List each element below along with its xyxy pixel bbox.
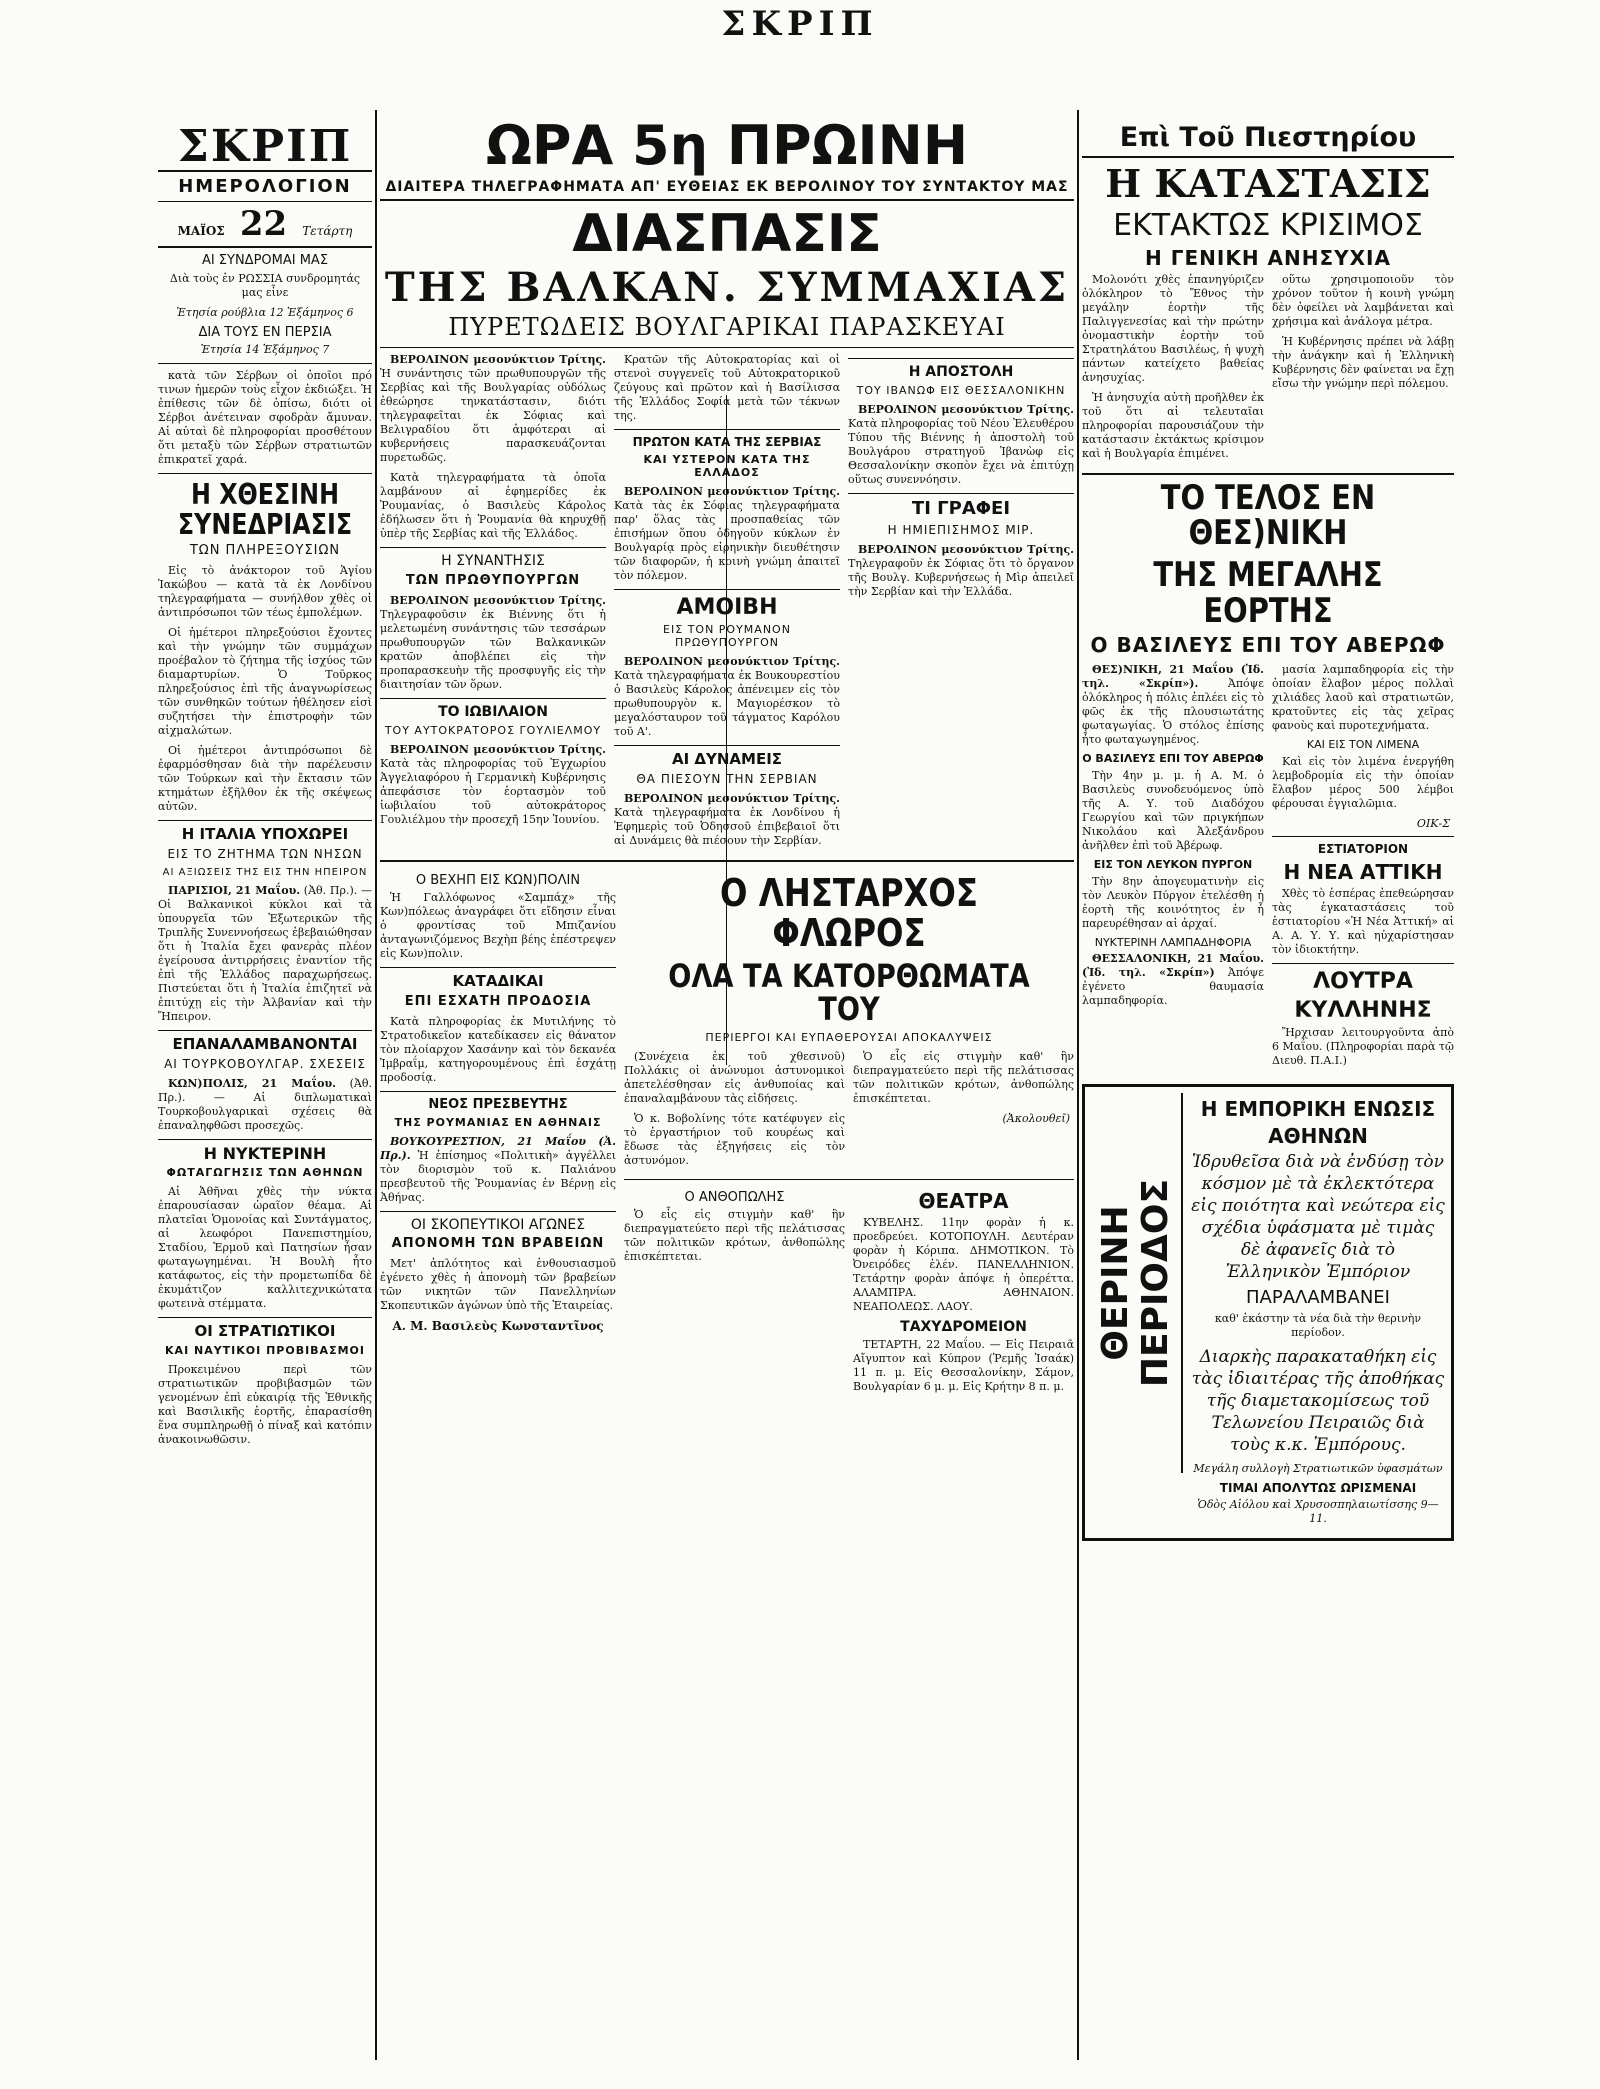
- mission-text: Κατὰ πληροφορίας τοῦ Νέου Ἐλευθέρου Τύπου τῆς Βιέννης ἡ ἀποστολὴ τοῦ Βουλγάρου στρατηγοῦ Ἰβανὼφ εἰς Θεσσαλονίκην σκοπὸν ἔχει νὰ ἐπιτύχῃ οὕτως συνεννόησιν.: [848, 416, 1074, 486]
- crisis-paragraph-3: οὕτω χρησιμοποιοῦν τὸν χρόνον τοῦτον ἡ κοινὴ γνώμη δὲν ὀφείλει νὰ λαμβάνεται καὶ χρήσιμα καὶ ἀνάλογα μέτρα.: [1272, 272, 1454, 328]
- scouts-signature: Α. Μ. Βασιλεὺς Κωνσταντῖνος: [392, 1319, 604, 1334]
- feast-text-2: μασία λαμπαδηφορία εἰς τὴν ὁποίαν ἔλαβον μέρος πολλαὶ χιλιάδες λαοῦ καὶ στρατιωτῶν, κρατοῦντες εἰς τὰς χεῖρας φανοὺς καὶ πυροτεχνήματα.: [1272, 663, 1454, 733]
- crisis-grid: [1082, 273, 1454, 467]
- ad-vertical-line-2: ΠΕΡΙΟΔΟΣ: [1135, 1178, 1176, 1387]
- floros-title-2: ΟΛΑ ΤΑ ΚΑΤΟΡΘΩΜΑΤΑ ΤΟΥ: [668, 956, 1030, 1029]
- vehip-title: Ο ΒΕΧΗΠ ΕΙΣ ΚΩΝ)ΠΟΛΙΝ: [415, 872, 581, 888]
- lead-dateline: ΒΕΡΟΛΙΝΟΝ μεσονύκτιον Τρίτης.: [390, 353, 606, 367]
- scouts-subtitle: ΑΠΟΝΟΜΗ ΤΩΝ ΒΡΑΒΕΙΩΝ: [391, 1236, 605, 1252]
- restaurant-text: Χθὲς τὸ ἑσπέρας ἐπεθεώρησαν τὰς ἐγκαταστάσεις τοῦ ἑστιατορίου «Ἡ Νέα Ἀττική» αἱ Α. Α. Υ. Υ. καὶ ηὐχαρίστησαν τὸν ἰδιοκτήτην.: [1272, 886, 1454, 956]
- advertisement: [1082, 1084, 1454, 1541]
- persia-rate: Ἑτησία 14 Ἑξάμηνος 7: [200, 343, 330, 357]
- envoy-dateline: ΒΟΥΚΟΥΡΕΣΤΙΟΝ, 21 Μαΐου (Ἀ. Πρ.).: [380, 1134, 616, 1162]
- king-title: Ο ΒΑΣΙΛΕΥΣ ΕΠΙ ΤΟΥ ΑΒΕΡΩΦ: [1082, 752, 1264, 766]
- center-column: [380, 118, 1074, 2048]
- mission-subtitle: ΤΟΥ ΙΒΑΝΩΦ ΕΙΣ ΘΕΣΣΑΛΟΝΙΚΗΝ: [856, 383, 1066, 397]
- center-bottom-grid: [624, 1185, 1074, 1401]
- masthead: ΣΚΡΙΠ: [158, 124, 372, 172]
- center-subcolumn-3: [848, 353, 1074, 853]
- ad-text-3: Διαρκὴς παρακαταθήκη εἰς τὰς ἰδιαιτέρας τῆς ἀποθήκας τῆς διαμετακομίσεως τοῦ Τελωνείου Πειραιῶς διὰ τοὺς κ.κ. Ἐμπόρους.: [1191, 1346, 1445, 1455]
- crisis-paragraph-2: Ἡ ἀνησυχία αὐτὴ προῆλθεν ἐκ τοῦ ὅτι αἱ τελευταῖαι πληροφορίαι παρουσιάζουν τὴν κατάστασιν ἐκτάκτως κρίσιμον καὶ ἡ Βουλγαρία ἐπιμένει.: [1082, 390, 1264, 460]
- italy-title: Η ΙΤΑΛΙΑ ΥΠΟΧΩΡΕΙ: [181, 825, 349, 844]
- right-column: [1082, 118, 1454, 2048]
- calendar-title: ΗΜΕΡΟΛΟΓΙΟΝ: [178, 176, 352, 198]
- floros-col-2: [853, 1050, 1074, 1174]
- mission-dateline: ΒΕΡΟΛΙΝΟΝ μεσονύκτιον Τρίτης.: [858, 402, 1074, 416]
- floros-paragraph-2: Ὁ κ. Βοβολίνης τότε κατέφυγεν εἰς τὸ ἐργαστήριον τοῦ κουρέως καὶ ἔδωσε τὰς ἐξηγήσεις εἰς τὸν ἀστυνόμον.: [624, 1111, 845, 1167]
- court-title: Επὶ Τοῦ Πιεστηρίου: [1082, 124, 1454, 158]
- tigrafei-subtitle: Η ΗΜΙΕΠΙΣΗΜΟΣ ΜΙΡ.: [887, 522, 1035, 537]
- session-title: Η ΧΘΕΣΙΝΗ ΣΥΝΕΔΡΙΑΣΙΣ: [177, 478, 353, 541]
- crisis-paragraph-1: Μολονότι χθὲς ἐπανηγύριζεν ὁλόκληρον τὸ Ἔθνος τὴν μεγάλην ἑορτὴν τῆς Παλιγγενεσίας καὶ τὴν πρώτην ὀνομαστικὴν ἑορτὴν τοῦ Στρατηλάτου Βασιλέως, ἡ ψυχὴ πάντων κατείχετο βαθείας ἀνησυχίας.: [1082, 272, 1264, 384]
- harbor-title: ΚΑΙ ΕΙΣ ΤΟΝ ΛΙΜΕΝΑ: [1306, 738, 1420, 752]
- column-rule-2: [1077, 110, 1079, 2060]
- baths-text: Ἤρχισαν λειτουργοῦντα ἀπὸ 6 Μαΐου. (Πληροφορίαι παρὰ τῷ Διευθ. Π.Α.Ι.): [1272, 1025, 1454, 1067]
- ad-body: [1191, 1093, 1445, 1532]
- reward-text: Κατὰ τηλεγραφήματα ἐκ Βουκουρεστίου ὁ Βασιλεὺς Κάρολος ἀπένειμεν εἰς τὸν πρωθυπουργὸν κ. Μαγιορέσκον τὸ μεγαλόσταυρον τοῦ τάγματος Καρόλου τοῦ Α'.: [614, 668, 840, 738]
- feast-subtitle: Ο ΒΑΣΙΛΕΥΣ ΕΠΙ ΤΟΥ ΑΒΕΡΩΦ: [1090, 633, 1446, 658]
- forces-text: Κατὰ τηλεγραφήματα ἐκ Λονδίνου ἡ Ἐφημερὶς τοῦ Ὀδησσοῦ ἐπιβεβαιοῖ ὅτι αἱ Δυνάμεις θὰ πιέσουν τὴν Σερβίαν.: [614, 805, 840, 847]
- running-head: ΣΚΡΙΠ: [721, 4, 879, 44]
- lead-title-2: ΤΗΣ ΒΑΛΚΑΝ. ΣΥΜΜΑΧΙΑΣ: [384, 264, 1070, 312]
- italy-text: (Ἀθ. Πρ.). — Οἱ Βαλκανικοὶ κύκλοι καὶ τὰ ὑπουργεῖα τῶν Ἐξωτερικῶν τῆς Τριπλῆς Συνεννοήσεως ἐβεβαιώθησαν ὅτι ἡ Ἰταλία ἔχει φανερὰς πλέον ἐγείρουσα ἀντιρρήσεις ἐναντίον τῆς ἐπὶ τῆς Ἑλλάδος παραχωρήσεως. Πιστεύεται ὅτι ἡ Ἰταλία ἐπιζητεῖ νὰ ἐπιτύχῃ εἰς τὴν Ἀλβανίαν καὶ τὴν Ἤπειρον.: [158, 883, 372, 1023]
- meeting-subtitle: ΤΩΝ ΠΡΩΘΥΠΟΥΡΓΩΝ: [405, 572, 581, 588]
- center-lower-grid: [380, 868, 1074, 1401]
- crisis-paragraph-4: Ἡ Κυβέρνησις πρέπει νὰ λάβῃ τὴν ἀνάγκην καὶ ἡ Ἑλληνικὴ Κυβέρνησις δὲν φαίνεται να ἔχῃ εἴσω τὴν γνώμην περὶ πόλεμου.: [1272, 334, 1454, 390]
- envoy-text: Ἡ ἐπίσημος «Πολιτικὴ» ἀγγέλλει τὸν διορισμὸν τοῦ κ. Παλιάνου πρεσβευτοῦ τῆς Ῥουμανίας ἐν Βέρνῃ εἰς Ἀθήνας.: [380, 1148, 617, 1204]
- floros-col-1: [624, 1050, 845, 1174]
- banner-subtitle: ΔΙΑΙΤΕΡΑ ΤΗΛΕΓΡΑΦΗΜΑΤΑ ΑΠ' ΕΥΘΕΙΑΣ ΕΚ ΒΕΡΟΛΙΝΟΥ ΤΟΥ ΣΥΝΤΑΚΤΟΥ ΜΑΣ: [380, 179, 1074, 201]
- feast-dateline: ΘΕΣ)ΝΙΚΗ, 21 Μαΐου (Ἰδ. τηλ. «Σκρίπ»).: [1082, 663, 1264, 691]
- crisis-title: Η ΚΑΤΑΣΤΑΣΙΣ: [1105, 161, 1431, 207]
- ad-vertical-text: [1096, 1179, 1176, 1387]
- center-lower-left: [380, 868, 616, 1401]
- relations-title: ΕΠΑΝΑΛΑΜΒΑΝΟΝΤΑΙ: [172, 1034, 358, 1053]
- military-text: Προκειμένου περὶ τῶν στρατιωτικῶν προβιβασμῶν τῶν γενομένων ἐπὶ εὐκαιρίᾳ τῆς Ἐθνικῆς καὶ Βασιλικῆς ἑορτῆς, ἐπαρασίσθη ἕνα συμπληρωθῇ ὁ πίναξ καὶ κατόπιν ἀνακοινωθῶσιν.: [158, 1363, 372, 1447]
- lead-paragraph-3: Κρατῶν τῆς Αὐτοκρατορίας καὶ οἱ στενοὶ συγγενεῖς τοῦ Αὐτοκρατορικοῦ ζεύγους καὶ πρῶτον καὶ ἡ Βασίλισσα τῆς Ἑλλάδος Σοφία μετὰ τῶν τέκνων της.: [614, 353, 840, 423]
- crisis-subtitle-2: Η ΓΕΝΙΚΗ ΑΝΗΣΥΧΙΑ: [1145, 245, 1391, 270]
- column-rule-1: [375, 110, 377, 2060]
- ad-city: ΑΘΗΝΩΝ: [1268, 1123, 1368, 1148]
- floros-title: Ο ΛΗΣΤΑΡΧΟΣ ΦΛΩΡΟΣ: [720, 870, 978, 955]
- lights-title: Η ΝΥΚΤΕΡΙΝΗ: [203, 1143, 327, 1163]
- tigrafei-dateline: ΒΕΡΟΛΙΝΟΝ μεσονύκτιον Τρίτης.: [858, 542, 1074, 556]
- crisis-subtitle-1: ΕΚΤΑΚΤΩΣ ΚΡΙΣΙΜΟΣ: [1113, 208, 1423, 244]
- forces-title: ΑΙ ΔΥΝΑΜΕΙΣ: [671, 749, 783, 768]
- mission-title: Η ΑΠΟΣΤΟΛΗ: [908, 364, 1014, 381]
- session-paragraph-1: Εἰς τὸ ἀνάκτορον τοῦ Ἁγίου Ἰακώβου — κατὰ τὰ ἐκ Λονδίνου τηλεγραφήματα — συνήλθον χθὲς οἱ ἀντιπρόσωποι τῶν τέως ἐμπολέμων.: [158, 564, 372, 620]
- envoy-title: ΝΕΟΣ ΠΡΕΣΒΕΥΤΗΣ: [428, 1097, 568, 1113]
- first-serbia-text: Κατὰ τὰς ἐκ Σόφιας τηλεγραφήματα παρ' ὅλας τὰς προσπαθείας τῶν ἐπισήμων ὅπου ὁδηγοῦν κύκλων ἐν Βουλγαρίᾳ πρὸς εἰρηνικὴν διευθέτησιν τῶν διαφορῶν, ἡ κοινὴ γνώμη ἀπαιτεῖ τὸν πόλεμον.: [614, 498, 840, 582]
- ad-vertical-panel: [1091, 1093, 1183, 1473]
- subscriptions-title: ΑΙ ΣΥΝΔΡΟΜΑΙ ΜΑΣ: [201, 253, 329, 269]
- feast-title-2: ΤΗΣ ΜΕΓΑΛΗΣ ΕΟΡΤΗΣ: [1153, 555, 1383, 631]
- ad-address: Ὁδὸς Αἰόλου καὶ Χρυσοσπηλαιωτίσσης 9—11.: [1197, 1498, 1439, 1526]
- lead-subtitle: ΠΥΡΕΤΩΔΕΙΣ ΒΟΥΛΓΑΡΙΚΑΙ ΠΑΡΑΣΚΕΥΑΙ: [448, 313, 1006, 342]
- baths-name: ΚΥΛΛΗΝΗΣ: [1294, 997, 1432, 1023]
- anthopolis-title: Ο ΑΝΘΟΠΩΛΗΣ: [684, 1189, 785, 1205]
- floros-subtitle: ΠΕΡΙΕΡΓΟΙ ΚΑΙ ΕΥΠΑΘΕΡΟΥΣΑΙ ΑΠΟΚΑΛΥΨΕΙΣ: [705, 1030, 993, 1044]
- death-title: ΚΑΤΑΔΙΚΑΙ: [452, 972, 544, 991]
- restaurant-name: Η ΝΕΑ ΑΤΤΙΚΗ: [1283, 859, 1443, 884]
- anthopolis-col: [624, 1185, 845, 1401]
- meeting-title: Η ΣΥΝΑΝΤΗΣΙΣ: [441, 553, 545, 570]
- ad-receives: ΠΑΡΑΛΑΜΒΑΝΕΙ: [1246, 1286, 1390, 1308]
- session-subtitle: ΤΩΝ ΠΛΗΡΕΞΟΥΣΙΩΝ: [189, 543, 341, 559]
- center-upper-grid: [380, 353, 1074, 853]
- king-text: Τὴν 4ην μ. μ. ἡ Α. Μ. ὁ Βασιλεὺς συνοδευόμενος ὑπὸ τῆς Α. Υ. τοῦ Διαδόχου Γεωργίου καὶ τῶν πριγκήπων Νικολάου καὶ Ἀλεξάνδρου ἀνῆλθεν ἐπὶ τοῦ Ἀβέρωφ.: [1082, 769, 1264, 853]
- floros-signature: (Ἀκολουθεῖ): [1002, 1111, 1070, 1125]
- tigrafei-title: ΤΙ ΓΡΑΦΕΙ: [911, 497, 1011, 519]
- military-title: ΟΙ ΣΤΡΑΤΙΩΤΙΚΟΙ: [194, 1322, 336, 1341]
- meeting-text: Τηλεγραφοῦσιν ἐκ Βιέννης ὅτι ἡ μελετωμένη συνάντησις τῶν τεσσάρων πρωθυπουργῶν τῶν Βαλκανικῶν κρατῶν ἀποβλέπει εἰς τὴν προπαρασκευὴν τῆς προσφυγῆς εἰς τὴν διαιτησίαν τῶν ὅρων.: [380, 607, 606, 691]
- tigrafei-text: Τηλεγραφοῦν ἐκ Σόφιας ὅτι τὸ ὄργανον τῆς Βουλγ. Κυβερνήσεως ἡ Μὶρ ἀπειλεῖ τὴν Σερβίαν καὶ τὴν Ἑλλάδα.: [848, 556, 1074, 598]
- lights-text: Αἱ Ἀθῆναι χθὲς τὴν νύκτα ἐπαρουσίασαν ὡραῖον θέαμα. Αἱ πλατεῖαι Ὁμονοίας καὶ Συντάγματος, αἱ λεωφόροι Πανεπιστημίου, Σταδίου, Ἑρμοῦ καὶ Πατησίων ἦσαν φωταγωγημέναι. Ἡ Βουλὴ ἦτο κατάφωτος, εἰς τὴν προμετωπίδα δὲ ἐκυμάτιζον καλλιτεχνικώτατα φωτεινὰ στέμματα.: [158, 1185, 372, 1311]
- calendar-month: ΜΑΪΟΣ: [177, 224, 225, 239]
- relations-dateline: ΚΩΝ)ΠΟΛΙΣ, 21 Μαΐου.: [168, 1076, 336, 1090]
- post-title: ΤΑΧΥΔΡΟΜΕΙΟΝ: [900, 1318, 1027, 1335]
- reward-subtitle: ΕΙΣ ΤΟΝ ΡΟΥΜΑΝΟΝ ΠΡΩΘΥΠΟΥΡΓΟΝ: [663, 622, 791, 649]
- forces-subtitle: ΘΑ ΠΙΕΣΟΥΝ ΤΗΝ ΣΕΡΒΙΑΝ: [636, 771, 818, 786]
- torch-text: Ἀπόψε ἐγένετο θαυμασία λαμπαδηφορία.: [1082, 966, 1264, 1008]
- forces-dateline: ΒΕΡΟΛΙΝΟΝ μεσονύκτιον Τρίτης.: [624, 791, 840, 805]
- first-serbia-title: ΠΡΩΤΟΝ ΚΑΤΑ ΤΗΣ ΣΕΡΒΙΑΣ: [632, 435, 822, 450]
- banner: ΩΡΑ 5η ΠΡΩΙΝΗ: [485, 118, 969, 177]
- torch-title: ΝΥΚΤΕΡΙΝΗ ΛΑΜΠΑΔΗΦΟΡΙΑ: [1094, 935, 1252, 949]
- white-tower-text: Τὴν 8ην ἀπογευματινὴν εἰς τὸν Λευκὸν Πύργον ἐτελέσθη ἡ ἑορτὴ τῆς κοινότητος ἐν ἧ παρευρέθησαν αἱ ἀρχαί.: [1082, 874, 1264, 930]
- white-tower-title: ΕΙΣ ΤΟΝ ΛΕΥΚΟΝ ΠΥΡΓΟΝ: [1093, 858, 1253, 872]
- feast-title: ΤΟ ΤΕΛΟΣ ΕΝ ΘΕΣ)ΝΙΚΗ: [1160, 477, 1376, 554]
- center-subcolumn-1: [380, 353, 606, 853]
- floros-paragraph-1: (Συνέχεια ἐκ τοῦ χθεσινοῦ) Πολλάκις οἱ ἀνώνυμοι ἀστυνομικοὶ ἀπετελέσθησαν εἰς ἀνθυποίας καὶ ἐπαναλαμβάνουν τὰς εἰδήσεις.: [624, 1049, 845, 1105]
- death-text: Κατὰ πληροφορίας ἐκ Μυτιλήνης τὸ Στρατοδικεῖον κατεδίκασεν εἰς θάνατον τὸν πλοίαρχον Χασάνην καὶ τὸν δεκανέα Ἰμβραΐμ, κατηγορουμένους ἐπὶ ἐσχάτῃ προδοσίᾳ.: [380, 1015, 616, 1085]
- crisis-col-2: [1272, 273, 1454, 467]
- theatre-text: ΚΥΒΕΛΗΣ. 11ην φορὰν ἡ κ. προεδρεύει. ΚΟΤΟΠΟΥΛΗ. Δευτέραν φορὰν ἡ Κόριπα. ΔΗΜΟΤΙΚΟΝ. Τὸ Ὀνειρόδες ἐλέν. ΠΑΝΕΛΛΗΝΙΟΝ. Τετάρτην φορὰν ἀπόψε ἡ ὀπερέττα. ΑΛΑΜΠΡΑ. ΑΘΗΝΑΙΟΝ. ΝΕΑΠΟΛΕΩΣ. ΛΑΟΥ.: [853, 1215, 1074, 1313]
- feast-text: Ἀπόψε ὁλόκληρος ἡ πόλις ἐπλέει εἰς τὸ φῶς ἐκ τῆς πλουσιωτάτης φωταγωγίας. Ὁ στόλος ἐπίσης ἦτο φωταγωγημένος.: [1082, 677, 1264, 747]
- feast-grid: [1082, 663, 1454, 1073]
- relations-subtitle: ΑΙ ΤΟΥΡΚΟΒΟΥΛΓΑΡ. ΣΧΕΣΕΙΣ: [164, 1056, 366, 1071]
- meeting-dateline: ΒΕΡΟΛΙΝΟΝ μεσονύκτιον Τρίτης.: [390, 593, 606, 607]
- calendar-date: [158, 201, 372, 248]
- session-paragraph-3: Οἱ ἡμέτεροι ἀντιπρόσωποι δὲ ἐφαρμόσθησαν διὰ τὴν παρέλευσιν τῶν Τούρκων καὶ τὴν ἔκτασιν τῶν κτημάτων ἐξῆλθον ἐκ τῆς σκέψεως αὐτῶν.: [158, 744, 372, 814]
- jubilee-title: ΤΟ ΙΩΒΙΛΑΙΟΝ: [438, 703, 548, 720]
- lead-title: ΔΙΑΣΠΑΣΙΣ: [572, 203, 882, 264]
- jubilee-subtitle: ΤΟΥ ΑΥΤΟΚΡΑΤΟΡΟΣ ΓΟΥΛΙΕΛΜΟΥ: [384, 723, 602, 737]
- reward-title: ΑΜΟΙΒΗ: [676, 594, 778, 620]
- restaurant-title: ΕΣΤΙΑΤΟΡΙΟΝ: [1317, 842, 1409, 857]
- post-text: ΤΕΤΑΡΤΗ, 22 Μαΐου. — Εἰς Πειραιᾶ Αἴγυπτον καὶ Κύπρον (Ῥεμῆς Ἰσαάκ) 11 π. μ. Εἰς Θεσσαλονίκην, Σάμον, Βουλγαρίαν 6 μ. μ. Εἰς Κρήτην 8 π. μ.: [853, 1338, 1074, 1394]
- ad-text-1: Ἱδρυθεῖσα διὰ νὰ ἐνδύσῃ τὸν κόσμον μὲ τὰ ἐκλεκτότερα εἰς ποιότητα καὶ νεώτερα εἰς σχέδια ὑφάσματα μὲ τιμὰς δὲ ἀφανεῖς διὰ τὸ Ἑλληνικὸν Ἐμπόριον: [1191, 1151, 1445, 1282]
- ad-footer: Μεγάλη συλλογὴ Στρατιωτικῶν ὑφασμάτων: [1193, 1461, 1443, 1475]
- floros-paragraph-3: Ὁ εἷς εἰς στιγμὴν καθ' ἣν διεπραγματεύετο περὶ τῆς πελάτισσας τῶν πολιτικῶν κρότων, ἀνθοπώλης ἐπισκέπτεται.: [853, 1049, 1074, 1105]
- scouts-text: Μετ' ἀπλότητος καὶ ἐνθουσιασμοῦ ἐγένετο χθὲς ἡ ἀπονομὴ τῶν βραβείων τῶν νικητῶν τῶν Πανελληνίων Σκοπευτικῶν ἀγώνων ὑπὸ τῆς Ἑταιρείας.: [380, 1257, 616, 1313]
- ad-text-2: καθ' ἑκάστην τὰ νέα διὰ τὴν θερινὴν περίοδον.: [1214, 1311, 1422, 1339]
- theatre-title: ΘΕΑΤΡΑ: [918, 1188, 1009, 1213]
- harbor-text: Καὶ εἰς τὸν λιμένα ἐνεργήθη λεμβοδρομία εἰς τὴν ὁποίαν ἔλαβον μέρος 500 λέμβοι φέρουσαι ἑγγιαλῶμια.: [1272, 755, 1454, 811]
- anthopolis-text: Ὁ εἷς εἰς στιγμὴν καθ' ἣν διεπραγματεύετο περὶ τῆς πελάτισσας τῶν πολιτικῶν κρότων, ἀνθοπώλης ἐπισκέπτεται.: [624, 1208, 845, 1264]
- floros-grid: [624, 1050, 1074, 1174]
- left-paragraph-1: κατὰ τῶν Σέρβων οἱ ὁποῖοι πρό τινων ἡμερῶν τοὺς εἶχον ἐκδιώξει. Ἡ ἐπίθεσις τῶν δὲ ὁπίσω, διότι οἱ Σέρβοι ἀνέτειναν σφοδρὰν ἄμυναν. Αἱ αὐταὶ δὲ πληροφορίαι προσθέτουν ὅτι μεταξὺ τῶν Σέρβων στρατιωτῶν ἐπικρατεῖ χαρά.: [158, 369, 372, 467]
- session-paragraph-2: Οἱ ἡμέτεροι πληρεξούσιοι ἔχοντες καὶ τὴν γνώμην τῶν συμμάχων προέβαλον τὸ ζήτημα τῆς ἰσχύος τῶν διαμαρτυρίων. Ὁ Τοῦρκος πληρεξούσιος ἐπὶ τῆς ἀναγνωρίσεως τῶν συνθηκῶν τούτων ἠθέλησεν εἰσὶ συζητήσει τὴν ἐπιστροφὴν τῶν αἰχμαλώτων.: [158, 626, 372, 738]
- relations-text: (Ἀθ. Πρ.). — Αἱ διπλωματικαὶ Τουρκοβουλγαρικαὶ σχέσεις θὰ ἐπαναληφθῶσι προσεχῶς.: [158, 1076, 372, 1132]
- ad-vertical-line-1: ΘΕΡΙΝΗ: [1095, 1205, 1136, 1361]
- envoy-subtitle: ΤΗΣ ΡΟΥΜΑΝΙΑΣ ΕΝ ΑΘΗΝΑΙΣ: [394, 1115, 602, 1129]
- crisis-col-1: [1082, 273, 1264, 467]
- italy-dateline: ΠΑΡΙΣΙΟΙ, 21 Μαΐου.: [168, 883, 301, 897]
- jubilee-dateline: ΒΕΡΟΛΙΝΟΝ μεσονύκτιον Τρίτης.: [390, 742, 606, 756]
- ad-title: Η ΕΜΠΟΡΙΚΗ ΕΝΩΣΙΣ: [1200, 1096, 1436, 1121]
- left-column: [158, 118, 372, 2048]
- scouts-title: ΟΙ ΣΚΟΠΕΥΤΙΚΟΙ ΑΓΩΝΕΣ: [410, 1216, 586, 1233]
- feast-col-2: [1272, 663, 1454, 1073]
- harbor-signature: ΟΙΚ-Σ: [1416, 817, 1450, 831]
- calendar-day: 22: [239, 204, 288, 245]
- reward-dateline: ΒΕΡΟΛΙΝΟΝ μεσονύκτιον Τρίτης.: [624, 654, 840, 668]
- first-serbia-subtitle: ΚΑΙ ΥΣΤΕΡΟΝ ΚΑΤΑ ΤΗΣ ΕΛΛΑΔΟΣ: [643, 452, 811, 479]
- italy-subtitle-2: ΑΙ ΑΞΙΩΣΕΙΣ ΤΗΣ ΕΙΣ ΤΗΝ ΗΠΕΙΡΟΝ: [162, 866, 368, 878]
- persia-title: ΔΙΑ ΤΟΥΣ ΕΝ ΠΕΡΣΙΑ: [198, 324, 332, 340]
- subscriptions-rate: Ἑτησία ρούβλια 12 Ἑξάμηνος 6: [176, 305, 354, 319]
- military-subtitle: ΚΑΙ ΝΑΥΤΙΚΟΙ ΠΡΟΒΙΒΑΣΜΟΙ: [165, 1344, 365, 1358]
- subscriptions-text: Διὰ τοὺς ἐν ΡΩΣΣΙΑ συνδρομητάς μας εἶνε: [169, 271, 361, 299]
- jubilee-text: Κατὰ τὰς πληροφορίας τοῦ Ἐγχωρίου Ἀγγελιαφόρου ἡ Γερμανικὴ Κυβέρνησις ἀπεφάσισε τὸν ἐορτασμὸν τοῦ ἰωβιλαίου τοῦ αὐτοκράτορος Γουλιέλμου τὴν προσεχῆ 15ην Ἰουνίου.: [380, 756, 606, 826]
- lead-paragraph-2: Κατὰ τηλεγραφήματα τὰ ὁποῖα λαμβάνουν αἱ ἐφημερίδες ἐκ Ῥουμανίας, ὁ Βασιλεὺς Κάρολος ἐδήλωσεν ὅτι ἡ Ῥουμανία θὰ κηρυχθῇ ὑπὲρ τῆς Σερβίας καὶ τῆς Ἑλλάδος.: [380, 471, 606, 541]
- death-subtitle: ΕΠΙ ΕΣΧΑΤΗ ΠΡΟΔΟΣΙΑ: [404, 994, 592, 1010]
- theatre-col: [853, 1185, 1074, 1401]
- lead-paragraph-1: Ἡ συνάντησις τῶν πρωθυπουργῶν τῆς Σερβίας καὶ τῆς Βουλγαρίας οὐδόλως ἐθεώρησε τηνκατάστασιν, διότι τηλεγραφεῖται ἐκ Σόφιας καὶ Βελιγραδίου ὅτι ἀμφότεραι αἱ κυβερνήσεις παρασκευάζονται πυρετωδῶς.: [380, 367, 606, 465]
- first-serbia-dateline: ΒΕΡΟΛΙΝΟΝ μεσονύκτιον Τρίτης.: [624, 484, 840, 498]
- lights-subtitle: ΦΩΤΑΓΩΓΗΣΙΣ ΤΩΝ ΑΘΗΝΩΝ: [166, 1166, 364, 1180]
- center-lower-right: [624, 868, 1074, 1401]
- feast-col-1: [1082, 663, 1264, 1073]
- calendar-weekday: Τετάρτη: [302, 224, 353, 239]
- ad-prices: ΤΙΜΑΙ ΑΠΟΛΥΤΩΣ ΩΡΙΣΜΕΝΑΙ: [1219, 1480, 1417, 1495]
- baths-title: ΛΟΥΤΡΑ: [1313, 968, 1413, 994]
- italy-subtitle-1: ΕΙΣ ΤΟ ΖΗΤΗΜΑ ΤΩΝ ΝΗΣΩΝ: [167, 846, 363, 861]
- torch-dateline: ΘΕΣΣΑΛΟΝΙΚΗ, 21 Μαΐου. (Ἰδ. τηλ. «Σκρίπ»): [1082, 952, 1264, 980]
- center-subcolumn-2: [614, 353, 840, 853]
- vehip-text: Ἡ Γαλλόφωνος «Σαμπάχ» τῆς Κων)πόλεως ἀναγράφει ὅτι εἴδησιν εἶναι ὁ φροντίσας τοῦ Μπιζανίου ἀνταγωνιζόμενος Βεχὴπ βέης ἐπέστρεψεν εἰς Κων)πολιν.: [380, 891, 616, 961]
